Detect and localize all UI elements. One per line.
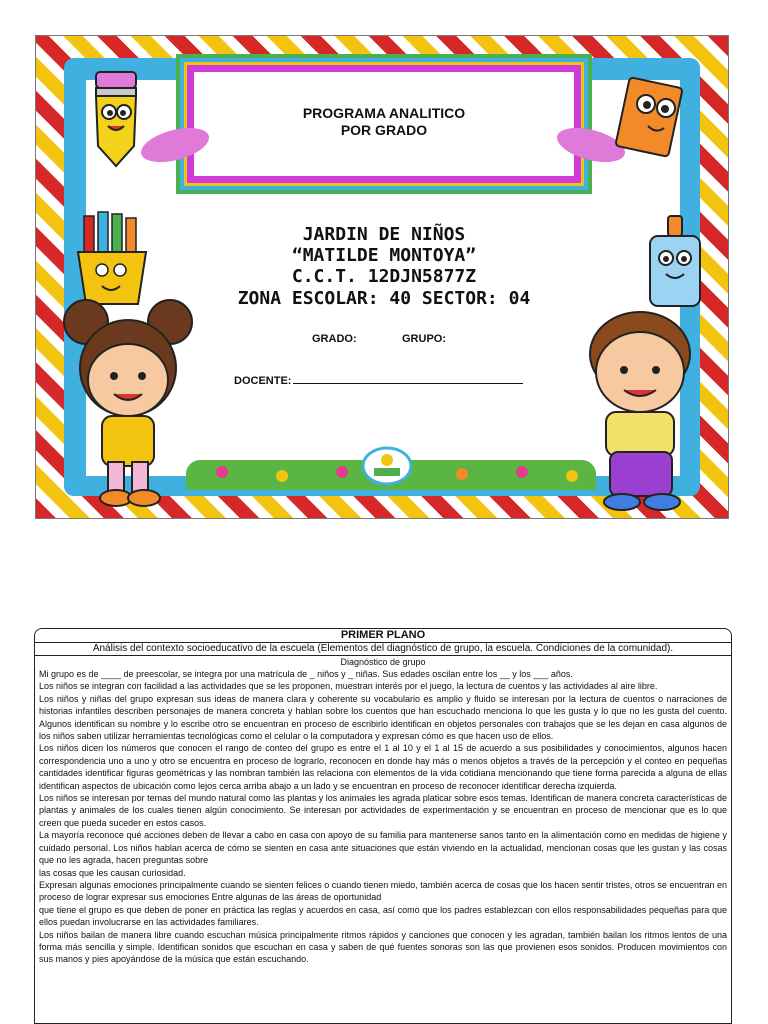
document-subheading: Análisis del contexto socioeducativo de la escuela (Elementos del diagnóstico de grupo, la escuela. Condiciones de la comunidad). [35, 643, 731, 656]
paragraph: Los niños se integran con facilidad a las actividades que se les proponen, muestran interés por el juego, la lectura de cuentos y las actividades al aire libre. [39, 681, 658, 692]
paragraph: que tiene el grupo es que deben de poner en práctica las reglas y acuerdos en casa, así como que los padres establezcan con ellos responsabilidades pequeñas para que ellos puedan involucrarse en las actividades familiares. [39, 904, 727, 928]
school-name: JARDIN DE NIÑOS [302, 224, 466, 245]
program-title-line2: POR GRADO [340, 122, 428, 138]
flower-icon [456, 468, 468, 480]
teacher-label: DOCENTE: [234, 375, 292, 387]
group-label: GRUPO: [402, 333, 446, 345]
diagnostic-document [34, 628, 732, 1024]
document-body [35, 668, 731, 966]
paragraph: Los niños se interesan por temas del mundo natural como las plantas y los animales les agrada platicar sobre esos temas. Identifican de manera concreta características de plantas y animales de los cuales tienen algún conocimiento. Se interesan por actividades de experimentación y se encuentran en proceso de mencionar que es lo que creen que pueda suceder en estos casos. [39, 793, 727, 828]
program-title [201, 105, 567, 139]
program-title-line1: PROGRAMA ANALITICO [302, 105, 466, 121]
girl-character-icon [58, 292, 198, 512]
paragraph: Los niños y niñas del grupo expresan sus ideas de manera clara y coherente su vocabulario es amplio y fluido se interesan por la lectura de cuentos o narraciones de historias infantiles describen personajes de manera concreta y hablan sobre los cuentos que han escuchado menciona lo que les gusta y lo que no les gusta del cuento. Algunos identifican su nombre y lo escribe otro se encuentran en proceso de escribirlo identifican en objetos personales con trabajos que se les dejan en casa algunos de los niños saben utilizar herramientas tecnológicas como el celular o la computadora y expresan cómo es que hacen uso de ellos. [39, 693, 727, 742]
paragraph: las cosas que les causan curiosidad. [39, 867, 186, 878]
teacher-row [234, 373, 523, 387]
paragraph: La mayoría reconoce qué acciones deben de llevar a cabo en casa con apoyo de su familia para mantenerse sanos tanto en la alimentación como en medidas de higiene y cuidado personal. Los niños hablan acerca de cómo se sienten en casa ante situaciones que están viviendo en la actualidad, mencionan cosas que les gustan y las cosas que no les agrada, hacen preguntas sobre [39, 830, 727, 866]
school-zone: ZONA ESCOLAR: 40 SECTOR: 04 [237, 288, 531, 309]
title-frame [194, 72, 574, 176]
paragraph: Mi grupo es de ____ de preescolar, se integra por una matrícula de _ niños y _ niñas. Sus edades oscilan entre los __ y los ___ años. [39, 669, 573, 679]
flower-icon [336, 466, 348, 478]
notebook-character-icon [608, 62, 698, 172]
flower-icon [566, 470, 578, 482]
paragraph: Los niños bailan de manera libre cuando escuchan música principalmente ritmos rápidos y canciones que conocen y les agradan, también bailan los ritmos lentos de una forma más sencilla y simple. Identifican sonidos que escuchan en casa y saben de qué fuentes sonoras son las que provienen esos sonidos. Producen movimientos con sus manos y pies apoyándose de la música que están escuchando. [39, 929, 727, 965]
pencil-character-icon [76, 62, 166, 172]
flower-icon [516, 466, 528, 478]
flower-icon [276, 470, 288, 482]
paragraph: Los niños dicen los números que conocen el rango de conteo del grupo es entre el 1 al 10 y el 1 al 15 de acuerdo a sus posibilidades y conocimientos, algunos hacen correspondencia uno a uno y otro se encuentra en proceso de lograrlo, reconocen en donde hay más o menos objetos a través de la percepción y el conteo en pequeñas cantidades identificar figuras geométricas y las nombran también las relaciona con elementos de la vida cotidiana mencionando que tiene forma parecida a alguna de ellas identifican aspectos de ubicación como lejos cerca arriba abajo a un lado y se encuentran en proceso de reconocer identificar derecha izquierda. [39, 743, 727, 791]
school-cct: C.C.T. 12DJN5877Z [291, 266, 477, 287]
document-heading: PRIMER PLANO [35, 629, 731, 643]
school-honoree: “MATILDE MONTOYA” [291, 245, 477, 266]
flower-icon [216, 466, 228, 478]
grade-label: GRADO: [312, 333, 357, 345]
paragraph: Expresan algunas emociones principalmente cuando se sienten felices o cuando tienen miedo, también acerca de cosas que los hacen sentir tristes, otros se encuentran en proceso de lograr expresar sus emociones Entre algunas de las áreas de oportunidad [39, 879, 727, 903]
teacher-blank-line [293, 373, 523, 384]
section-title: Diagnóstico de grupo [340, 657, 426, 667]
school-logo-icon [362, 446, 412, 486]
